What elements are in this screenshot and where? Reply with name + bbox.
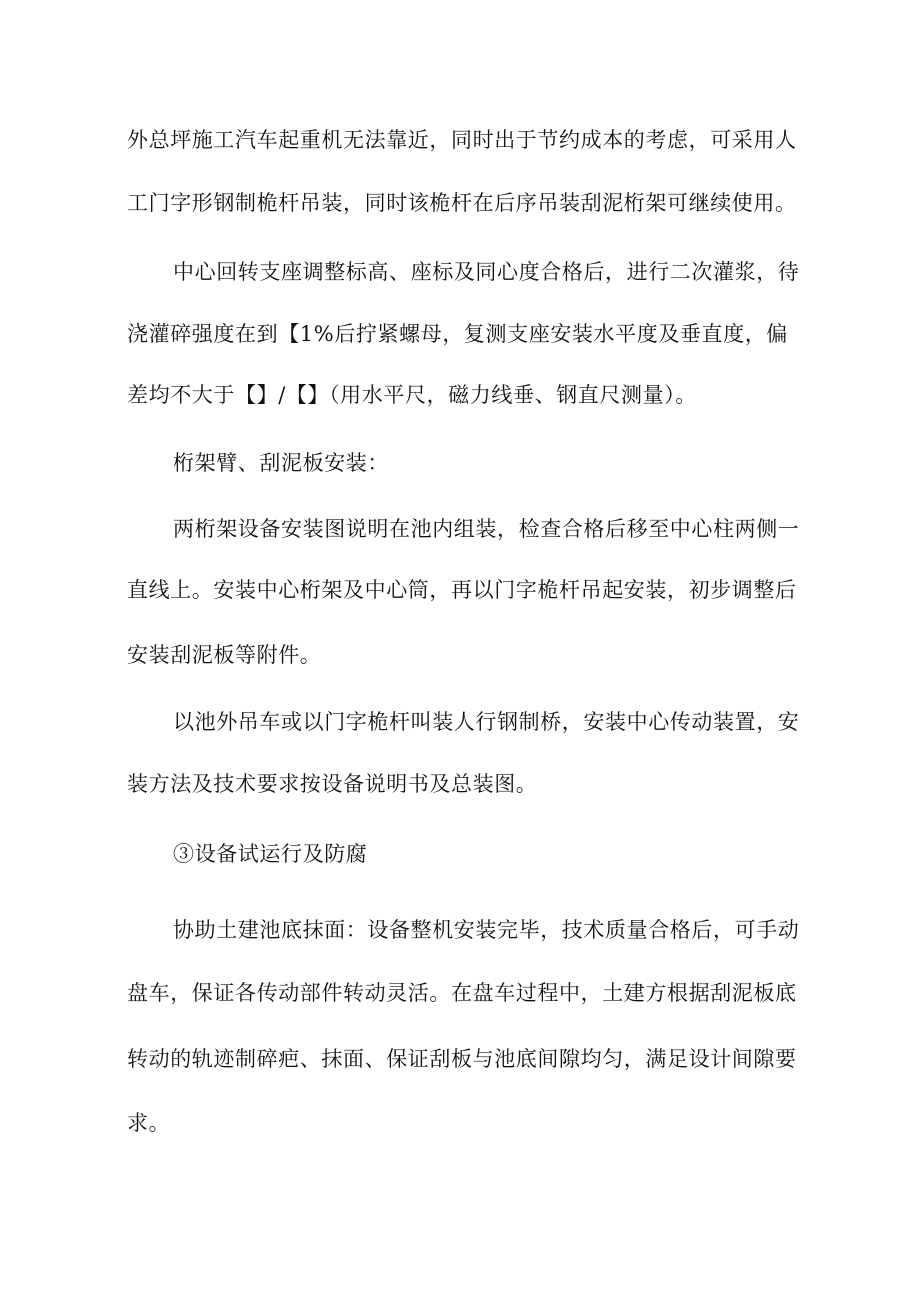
paragraph-line: 工门字形钢制桅杆吊装，同时该桅杆在后序吊装刮泥桁架可继续使用。 xyxy=(127,191,797,215)
paragraph-line: 中心回转支座调整标高、座标及同心度合格后，进行二次灌浆，待 xyxy=(173,260,800,284)
paragraph-line: 直线上。安装中心桁架及中心筒，再以门字桅杆吊起安装，初步调整后 xyxy=(127,578,797,602)
paragraph-line: 装方法及技术要求按设备说明书及总装图。 xyxy=(127,772,538,796)
paragraph-line: 转动的轨迹制碎疤、抹面、保证刮板与池底间隙均匀，满足设计间隙要 xyxy=(127,1047,797,1071)
paragraph-line: 以池外吊车或以门字桅杆叫装人行钢制桥，安装中心传动装置，安 xyxy=(173,710,800,734)
paragraph-line: 盘车，保证各传动部件转动灵活。在盘车过程中，土建方根据刮泥板底 xyxy=(127,981,797,1005)
paragraph-line: 差均不大于【】/【】（用水平尺，磁力线垂、钢直尺测量）。 xyxy=(127,383,697,407)
paragraph-line: 协助土建池底抹面：设备整机安装完毕，技术质量合格后，可手动 xyxy=(173,918,800,942)
paragraph-line: 两桁架设备安装图说明在池内组装，检查合格后移至中心柱两侧一 xyxy=(173,517,800,541)
paragraph-line: 安装刮泥板等附件。 xyxy=(127,643,322,667)
paragraph-line: 求。 xyxy=(127,1111,171,1135)
section-heading: ③设备试运行及防腐 xyxy=(173,842,368,866)
paragraph-line: 浇灌碎强度在到【1%后拧紧螺母，复测支座安装水平度及垂直度，偏 xyxy=(127,322,788,346)
section-heading: 桁架臂、刮泥板安装： xyxy=(173,451,389,475)
paragraph-line: 外总坪施工汽车起重机无法靠近，同时出于节约成本的考虑，可采用人 xyxy=(127,128,797,152)
